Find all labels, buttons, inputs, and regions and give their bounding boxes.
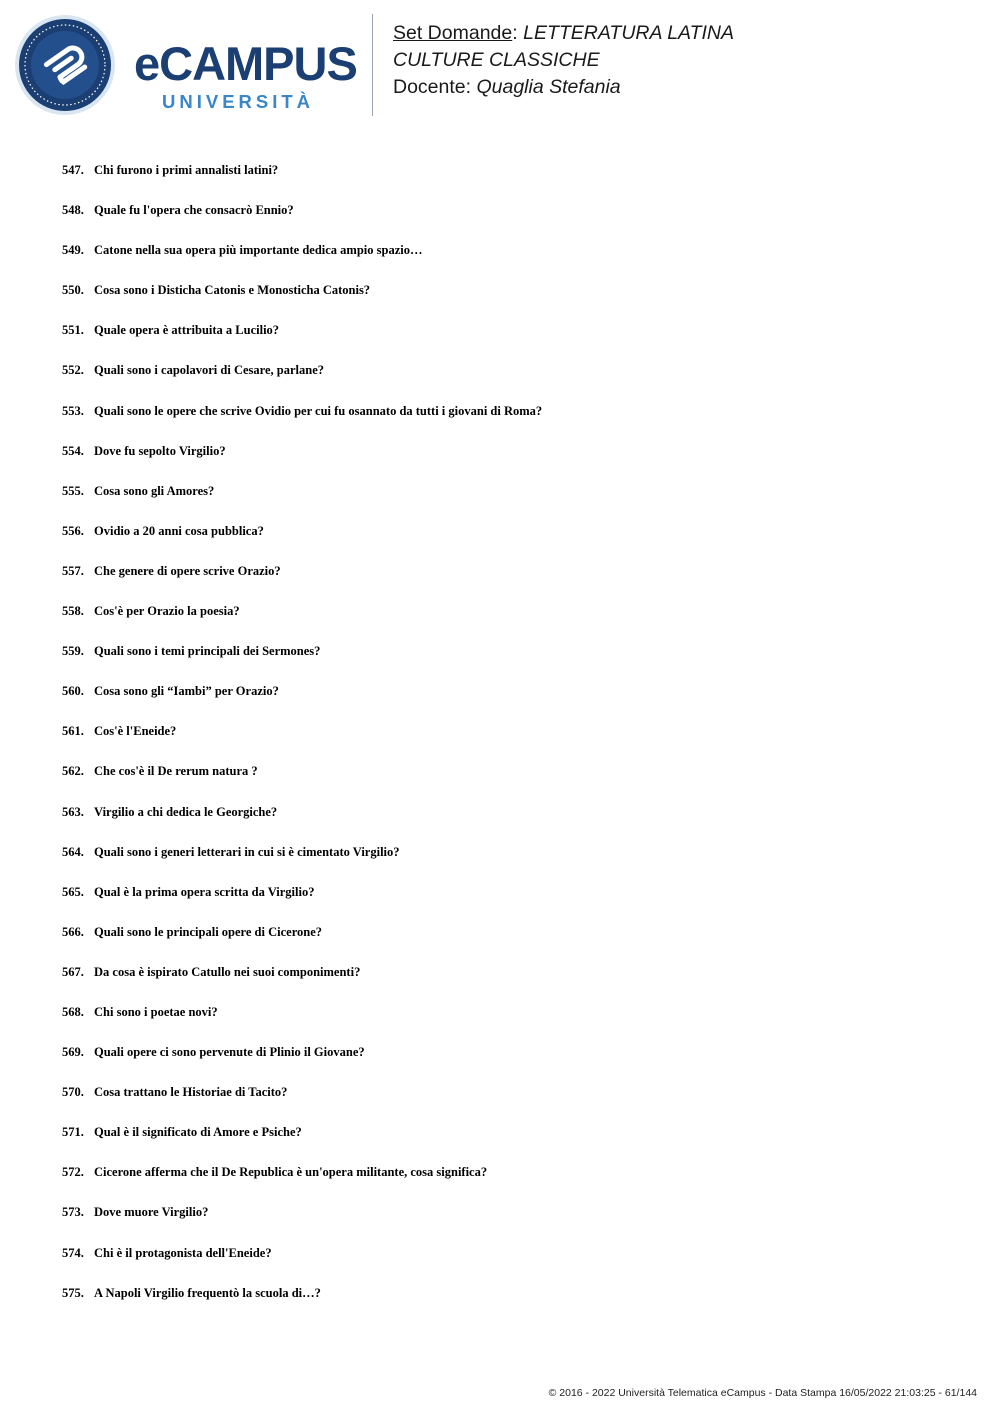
question-item bbox=[62, 1123, 542, 1163]
question-number: 574. bbox=[62, 1245, 84, 1260]
question-item bbox=[62, 1003, 542, 1043]
question-number: 547. bbox=[62, 163, 84, 177]
question-number: 558. bbox=[62, 604, 84, 619]
question-text: Chi è il protagonista dell'Eneide? bbox=[94, 1245, 272, 1260]
question-number: 553. bbox=[62, 403, 84, 418]
question-number: 563. bbox=[62, 804, 84, 819]
question-text: Cos'è l'Eneide? bbox=[94, 724, 177, 739]
ecampus-seal-logo bbox=[14, 14, 116, 116]
question-text: Chi sono i poetae novi? bbox=[94, 1004, 218, 1019]
ecampus-wordmark-logo bbox=[132, 38, 357, 116]
question-text: Catone nella sua opera più importante dedica ampio spazio… bbox=[94, 243, 423, 258]
question-text: Qual è la prima opera scritta da Virgilio? bbox=[94, 884, 315, 899]
page-footer: © 2016 - 2022 Università Telematica eCampus - Data Stampa 16/05/2022 21:03:25 - 61/144 bbox=[548, 1387, 977, 1399]
question-text: Quali sono i temi principali dei Sermones? bbox=[94, 644, 321, 659]
question-text: Cosa sono gli Amores? bbox=[94, 483, 215, 498]
question-item bbox=[62, 963, 542, 1003]
question-number: 572. bbox=[62, 1165, 84, 1180]
question-list bbox=[62, 161, 542, 1324]
question-item bbox=[62, 1284, 542, 1324]
question-item bbox=[62, 1203, 542, 1243]
course-name: CULTURE CLASSICHE bbox=[393, 49, 600, 71]
question-text: Dove fu sepolto Virgilio? bbox=[94, 443, 226, 458]
question-number: 571. bbox=[62, 1125, 84, 1140]
set-title-line bbox=[393, 20, 734, 47]
question-number: 551. bbox=[62, 323, 84, 338]
question-item bbox=[62, 562, 542, 602]
question-text: Chi furono i primi annalisti latini? bbox=[94, 163, 279, 177]
question-text: Virgilio a chi dedica le Georgiche? bbox=[94, 804, 278, 819]
question-number: 555. bbox=[62, 483, 84, 498]
question-number: 556. bbox=[62, 523, 84, 538]
question-number: 549. bbox=[62, 243, 84, 258]
question-text: Cos'è per Orazio la poesia? bbox=[94, 604, 240, 619]
question-number: 569. bbox=[62, 1045, 84, 1060]
question-number: 566. bbox=[62, 924, 84, 939]
question-number: 568. bbox=[62, 1004, 84, 1019]
question-item bbox=[62, 361, 542, 401]
question-number: 562. bbox=[62, 764, 84, 779]
header-info bbox=[393, 20, 734, 101]
question-text: Quali sono i capolavori di Cesare, parlane? bbox=[94, 363, 324, 378]
question-number: 575. bbox=[62, 1285, 84, 1300]
question-item bbox=[62, 1083, 542, 1123]
question-item bbox=[62, 522, 542, 562]
question-item bbox=[62, 321, 542, 361]
question-item bbox=[62, 642, 542, 682]
svg-text:eCAMPUS: eCAMPUS bbox=[134, 38, 357, 90]
question-text: Cicerone afferma che il De Republica è un'opera militante, cosa significa? bbox=[94, 1165, 488, 1180]
question-text: Cosa sono gli “Iambi” per Orazio? bbox=[94, 684, 279, 699]
teacher-line bbox=[393, 74, 734, 101]
question-number: 554. bbox=[62, 443, 84, 458]
question-number: 557. bbox=[62, 563, 84, 578]
question-text: Che genere di opere scrive Orazio? bbox=[94, 563, 281, 578]
question-item bbox=[62, 883, 542, 923]
question-item bbox=[62, 281, 542, 321]
question-item bbox=[62, 442, 542, 482]
question-item bbox=[62, 201, 542, 241]
set-label: Set Domande bbox=[393, 22, 513, 44]
question-number: 561. bbox=[62, 724, 84, 739]
question-text: Quali opere ci sono pervenute di Plinio il Giovane? bbox=[94, 1045, 365, 1060]
question-item bbox=[62, 482, 542, 522]
question-item bbox=[62, 241, 542, 281]
question-text: Qual è il significato di Amore e Psiche? bbox=[94, 1125, 302, 1140]
question-text: Quali sono i generi letterari in cui si è cimentato Virgilio? bbox=[94, 844, 400, 859]
svg-text:UNIVERSITÀ: UNIVERSITÀ bbox=[162, 91, 315, 112]
question-text: Che cos'è il De rerum natura ? bbox=[94, 764, 258, 779]
question-number: 548. bbox=[62, 203, 84, 218]
header-divider bbox=[372, 14, 373, 116]
question-item bbox=[62, 1043, 542, 1083]
teacher-label: Docente: bbox=[393, 76, 477, 98]
question-item bbox=[62, 402, 542, 442]
question-text: Quale opera è attribuita a Lucilio? bbox=[94, 323, 280, 338]
question-text: Ovidio a 20 anni cosa pubblica? bbox=[94, 523, 264, 538]
question-item bbox=[62, 161, 542, 201]
teacher-name: Quaglia Stefania bbox=[476, 76, 621, 98]
question-number: 559. bbox=[62, 644, 84, 659]
question-number: 570. bbox=[62, 1085, 84, 1100]
question-item bbox=[62, 682, 542, 722]
question-item bbox=[62, 843, 542, 883]
question-item bbox=[62, 1244, 542, 1284]
question-text: Quali sono le opere che scrive Ovidio per cui fu osannato da tutti i giovani di Roma? bbox=[94, 403, 543, 418]
question-number: 567. bbox=[62, 964, 84, 979]
question-text: Cosa sono i Disticha Catonis e Monosticha Catonis? bbox=[94, 283, 371, 298]
question-number: 573. bbox=[62, 1205, 84, 1220]
set-separator: : bbox=[512, 22, 524, 44]
question-item bbox=[62, 923, 542, 963]
question-text: A Napoli Virgilio frequentò la scuola di…? bbox=[94, 1285, 321, 1300]
question-item bbox=[62, 602, 542, 642]
question-text: Cosa trattano le Historiae di Tacito? bbox=[94, 1085, 288, 1100]
question-item bbox=[62, 762, 542, 802]
question-text: Quali sono le principali opere di Cicerone? bbox=[94, 924, 323, 939]
question-number: 564. bbox=[62, 844, 84, 859]
question-number: 552. bbox=[62, 363, 84, 378]
subject-name: LETTERATURA LATINA bbox=[523, 22, 735, 44]
question-item bbox=[62, 803, 542, 843]
question-item bbox=[62, 1163, 542, 1203]
question-item bbox=[62, 722, 542, 762]
question-text: Dove muore Virgilio? bbox=[94, 1205, 209, 1220]
question-number: 565. bbox=[62, 884, 84, 899]
page-header bbox=[0, 0, 1000, 130]
question-number: 550. bbox=[62, 283, 84, 298]
question-number: 560. bbox=[62, 684, 84, 699]
question-text: Da cosa è ispirato Catullo nei suoi componimenti? bbox=[94, 964, 361, 979]
question-text: Quale fu l'opera che consacrò Ennio? bbox=[94, 203, 294, 218]
